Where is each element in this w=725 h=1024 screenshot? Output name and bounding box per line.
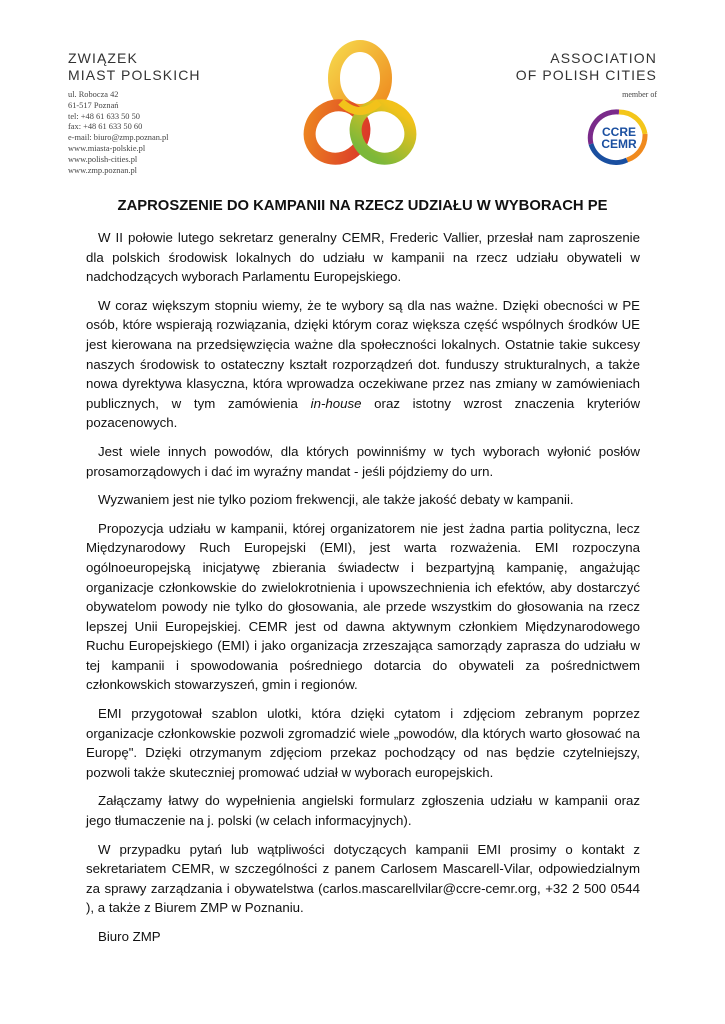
right-org-name bbox=[516, 50, 657, 84]
right-org-line: ASSOCIATION bbox=[550, 50, 657, 66]
letterhead bbox=[0, 0, 725, 190]
contact-website: www.polish-cities.pl bbox=[68, 154, 138, 164]
paragraph-challenge: Wyzwaniem jest nie tylko poziom frekwencji, ale także jakość debaty w kampanii. bbox=[98, 492, 574, 508]
ccre-logo-text: CCRE bbox=[601, 125, 637, 139]
paragraph-leaflet: EMI przygotował szablon ulotki, która dzięki cytatom i zdjęciom zebranym poprzez organizacje członkowskie pozwoli zgromadzić wiele „powodów, dla których warto głosować na Europę". Dzięki otrzymanym zdjęciom przekaz pochodzący od nas będzie czytelniejszy, pozwoli także skuteczniej promować udział w wyborach europejskich. bbox=[86, 706, 640, 780]
right-org-line: OF POLISH CITIES bbox=[515, 67, 657, 83]
ccre-cemr-logo-icon bbox=[579, 104, 655, 166]
italic-term: in-house bbox=[310, 395, 362, 411]
paragraph-text: W coraz większym stopniu wiemy, że te wybory są dla nas ważne. Dzięki obecności w PE osób, które wspierają rozwiązania, dzięki którym coraz większa część wspólnych środków UE jest kierowana na przedsięwzięcia ważne dla społeczności lokalnych. Ostatnie takie sukcesy naszych środowisk to ostateczny kształt rozporządzeń dot. funduszy strukturalnych, a także nowa dyrektywa klasyczna, która wprowadza oczekiwane przez nas zmiany w zamówieniach publicznych, w tym zamówienia bbox=[86, 297, 640, 411]
right-org-block bbox=[516, 50, 657, 99]
paragraph-text: oraz istotny wzrost znaczenia kryteriów pozacenowych. bbox=[86, 395, 641, 431]
contact-website: www.miasta-polskie.pl bbox=[68, 143, 146, 153]
paragraph-attachment: Załączamy łatwy do wypełnienia angielski formularz zgłoszenia udziału w kampanii oraz jego tłumaczenie na j. polski (w celach informacyjnych). bbox=[86, 793, 640, 829]
paragraph-contact: W przypadku pytań lub wątpliwości dotyczących kampanii EMI prosimy o kontakt z sekretariatem CEMR, w szczególności z panem Carlosem Mascarell-Vilar, odpowiedzialnym za sprawy zarządzania i obywatelstwa (carlos.mascarellvilar@ccre-cemr.org, +32 2 500 0544 ), a także z Biurem ZMP w Poznaniu. bbox=[86, 841, 640, 916]
paragraph-reasons: Jest wiele innych powodów, dla których powinniśmy w tych wyborach wyłonić posłów prosamorządowych i dać im wyraźny mandat - jeśli pójdziemy do urn. bbox=[86, 443, 640, 479]
signature: Biuro ZMP bbox=[98, 929, 161, 944]
letter-body bbox=[86, 228, 640, 956]
contact-phone: tel: +48 61 633 50 50 bbox=[68, 111, 140, 121]
document-title: ZAPROSZENIE DO KAMPANII NA RZECZ UDZIAŁU W WYBORACH PE bbox=[117, 198, 608, 214]
paragraph-importance bbox=[86, 296, 640, 433]
left-org-name bbox=[68, 50, 201, 84]
zmp-knot-logo-icon bbox=[301, 40, 419, 180]
left-org-block bbox=[68, 50, 201, 176]
contact-website: www.zmp.poznan.pl bbox=[68, 165, 137, 175]
contact-address: ul. Robocza 42 bbox=[68, 90, 119, 99]
paragraph-invitation: W II połowie lutego sekretarz generalny CEMR, Frederic Vallier, przesłał nam zaproszenie dla polskich środowisk lokalnych do udziału w kampanii na rzecz udziału obywateli w nadchodzących wyborach Parlamentu Europejskiego. bbox=[86, 230, 640, 285]
contact-postcode: 61-517 Poznań bbox=[68, 100, 119, 110]
contact-block bbox=[68, 90, 201, 176]
cemr-logo-text: CEMR bbox=[601, 137, 637, 151]
contact-email: e-mail: biuro@zmp.poznan.pl bbox=[68, 133, 169, 143]
left-org-line: MIAST POLSKICH bbox=[68, 67, 201, 83]
contact-fax: fax: +48 61 633 50 60 bbox=[68, 122, 143, 132]
left-org-line: ZWIĄZEK bbox=[68, 50, 138, 66]
paragraph-proposal: Propozycja udziału w kampanii, której organizatorem nie jest żadna partia polityczna, lecz Międzynarodowy Ruch Europejski (EMI), jest warta rozważenia. EMI rozpoczyna ogólnoeuropejską inicjatywę zbierania świadectw i bezpartyjną kampanię, angażując organizacje członkowskie do zwielokrotnienia i upowszechnienia ich efektów, aby dostarczyć obywatelom powody nie tylko do głosowania, ale przede wszystkim do głosowania na rzecz lepszej Unii Europejskiej. CEMR jest od dawna aktywnym członkiem Międzynarodowego Ruchu Europejskiego (EMI) i jako organizacja zrzeszająca samorządy zaprasza do udziału w tej kampanii i spowodowania pośredniego dotarcia do obywateli za pośrednictwem członkowskich stowarzyszeń, gmin i regionów. bbox=[86, 520, 640, 693]
member-of-label: member of bbox=[622, 90, 657, 99]
